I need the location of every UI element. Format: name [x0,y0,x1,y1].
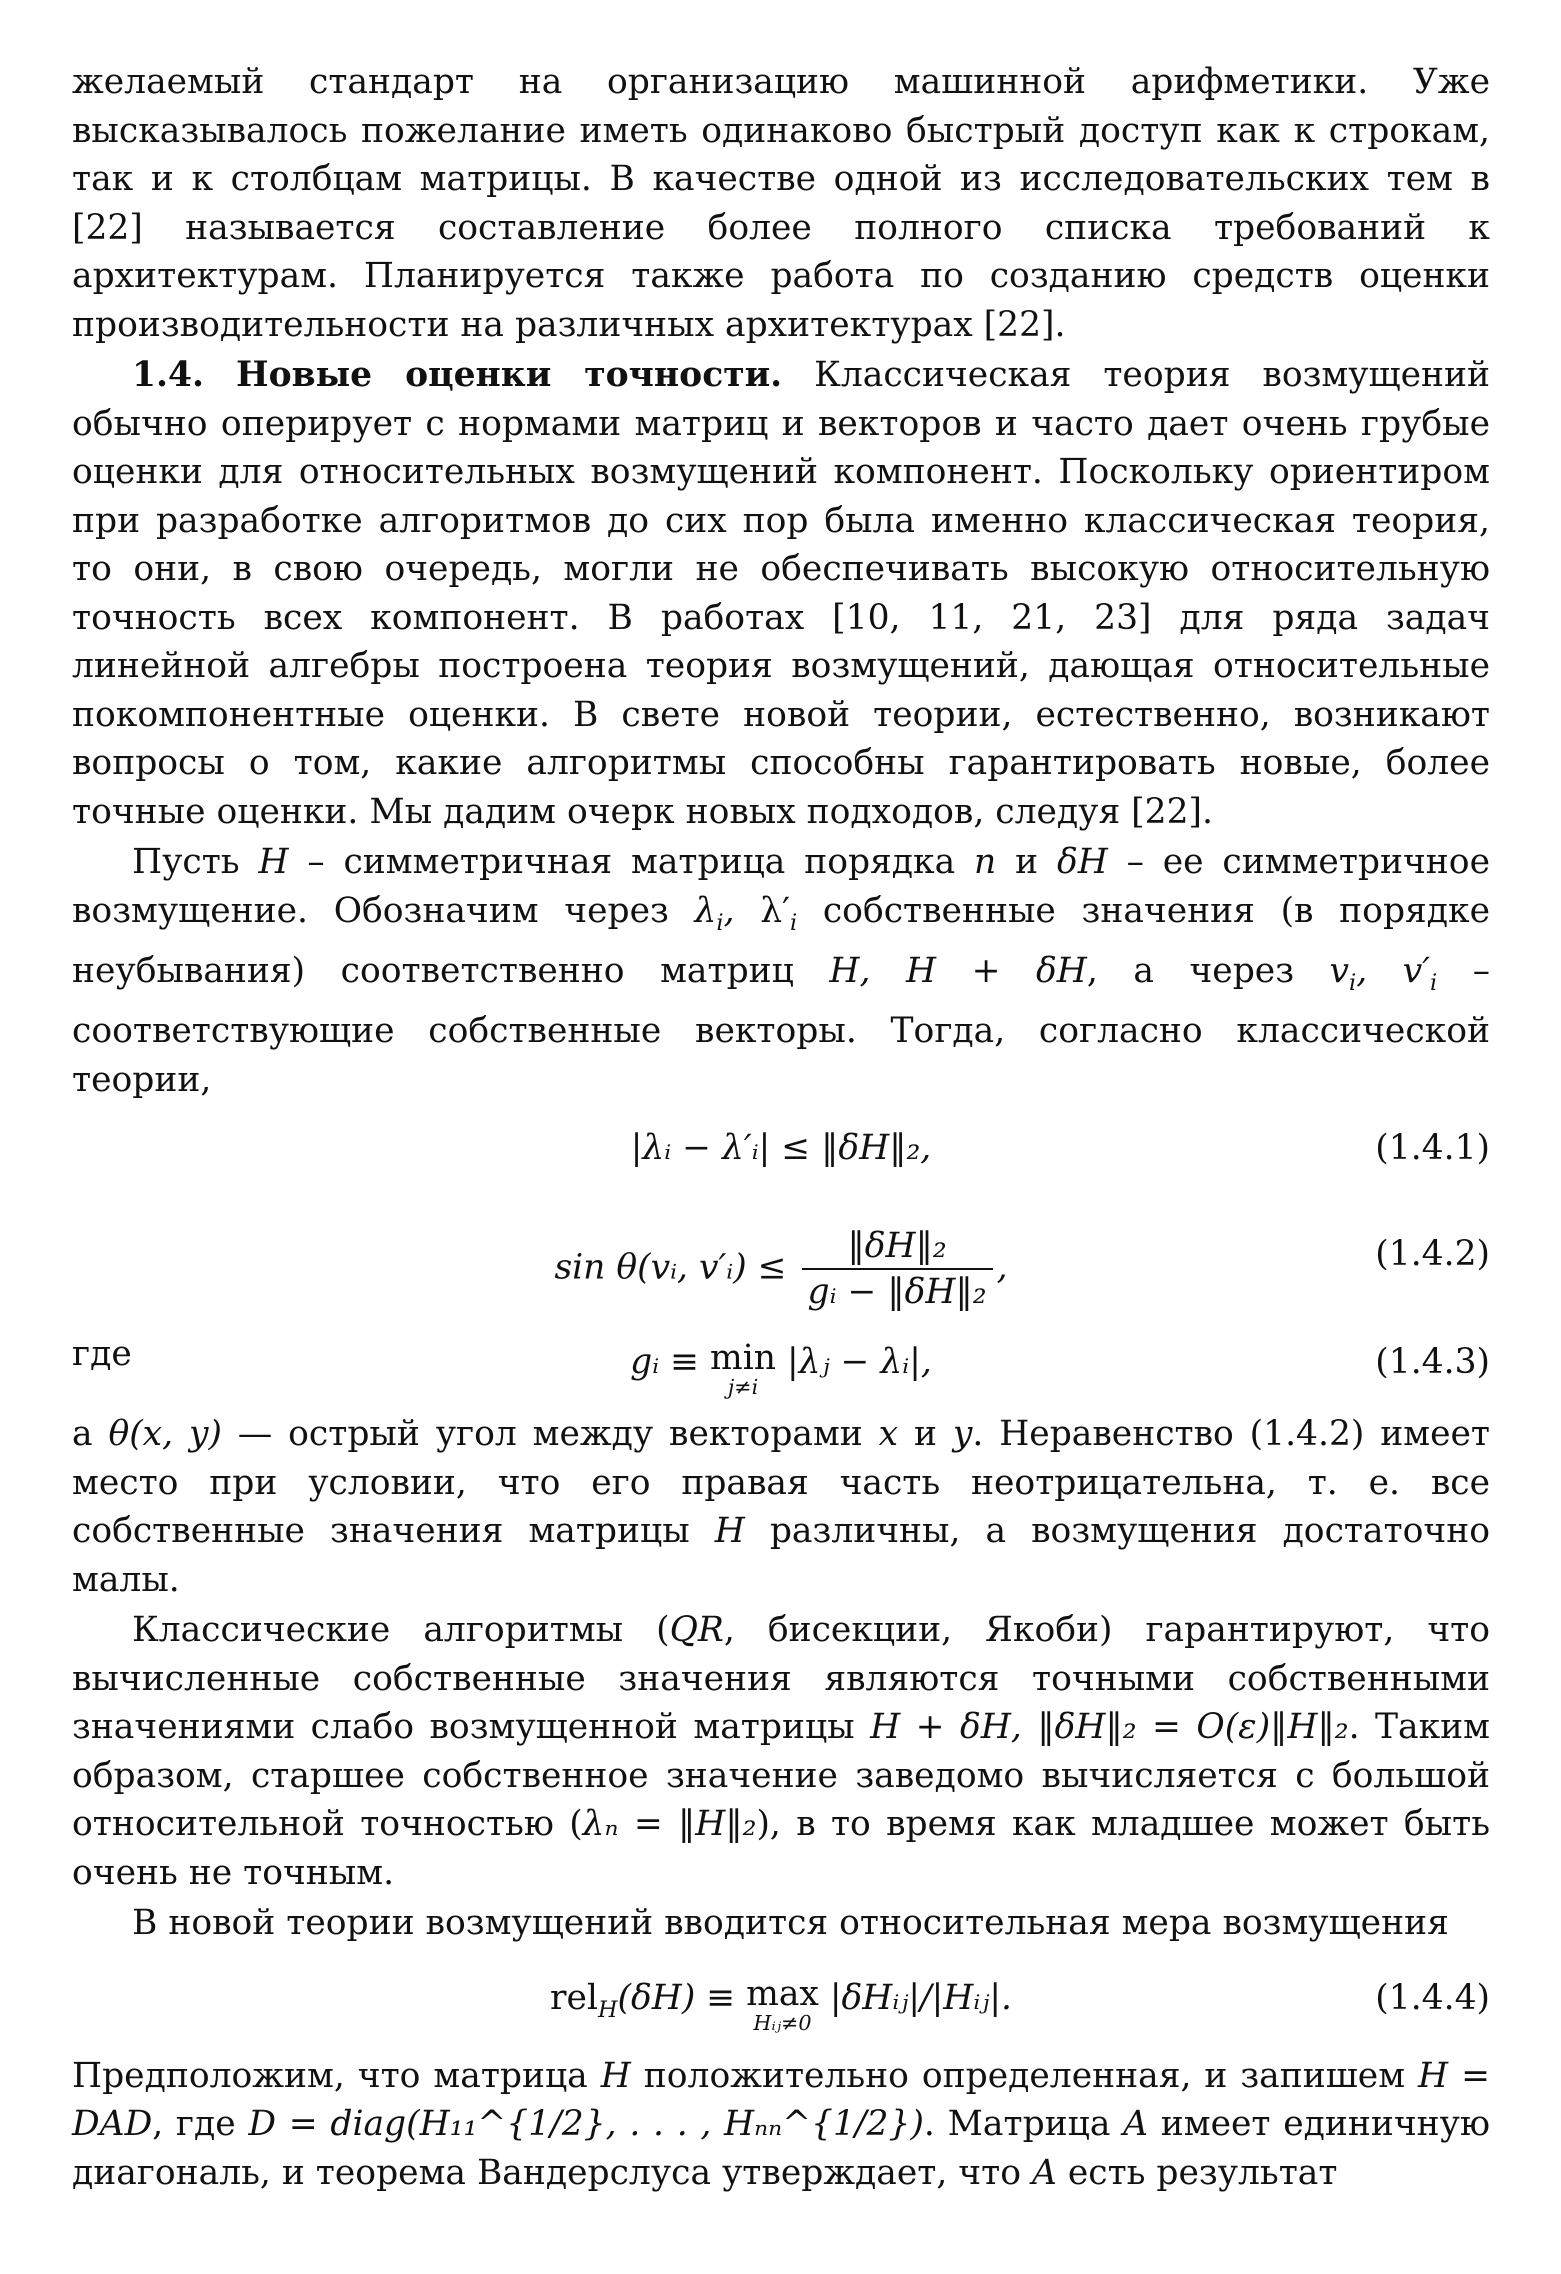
p5-text-3: . Таким образом, старшее собственное значение заведомо вычисляется с большой относительной точностью ( [72,1707,1491,1845]
formula-1-4-3-number: (1.4.3) [1375,1342,1490,1383]
formula-1-4-3-body [72,1338,1490,1400]
rel-subscript: H [597,1996,618,2023]
formula-1-4-2 [72,1196,1490,1314]
section-text: Классическая теория возмущений обычно оперирует с нормами матриц и векторов и часто дает очень грубые оценки для относительных возмущений компонент. Поскольку ориентиром при разработке алгоритмов до сих пор была именно классическая теория, то они, в свою очередь, могли не обеспечивать высокую относительную точность всех компонент. В работах [10, 11, 21, 23] для ряда задач линейной алгебры построена теория возмущений, дающая относительные покомпонентные оценки. В свете новой теории, естественно, возникают вопросы о том, какие алгоритмы способны гарантировать новые, более точные оценки. Мы дадим очерк новых подходов, следуя [22]. [72,355,1491,832]
lambda-symbol: λ [694,890,717,931]
section-number: 1.4. [132,355,205,395]
formula-1-4-1 [72,1120,1490,1180]
p7-math-a-2: A [1031,2152,1057,2193]
rel-operator: rel [550,1977,598,2018]
paragraph-6: В новой теории возмущений вводится относительная мера возмущения [132,1903,1449,1944]
min-operator: min [710,1338,777,1379]
p7-text-3: , где [152,2104,249,2145]
section-1-4 [72,351,1490,836]
p4-text-5: различны, а возмущения достаточно малы. [72,1511,1490,1600]
formula-1-4-3-lhs: gᵢ ≡ [630,1342,700,1383]
formula-1-4-1-body: |λᵢ − λ′ᵢ| ≤ ‖δH‖₂, [630,1128,932,1169]
formula-1-4-4-number: (1.4.4) [1375,1977,1490,2018]
formula-1-4-2-fraction [802,1224,993,1314]
p7-text-4: . Матрица [923,2104,1124,2145]
lambda-subscript: i [716,909,724,936]
paragraph-5 [72,1606,1490,1897]
p5-math-qr: QR [669,1610,724,1651]
v-prime-subscript: i [1430,969,1438,996]
p7-text-2: положительно определенная, и запишем [630,2055,1419,2096]
fraction-numerator: ‖δH‖₂ [802,1224,993,1270]
rel-argument: (δH) ≡ [617,1977,736,2018]
where-label: где [72,1334,132,1375]
min-subscript: j≠i [727,1375,759,1400]
v-symbol: v [1329,950,1350,991]
p4-text-3: и [898,1414,953,1455]
paragraph-1: желаемый стандарт на организацию машинной арифметики. Уже высказывалось пожелание иметь одинаково быстрый доступ как к строкам, так и к столбцам матрицы. В качестве одной из исследовательских тем в [22] называется составление более полного списка требований к архитектурам. Планируется также работа по созданию средств оценки производительности на различных архитектурах [22]. [72,62,1490,345]
p4-math-x: x [878,1414,899,1455]
p5-math-lambda-n: λₙ = ‖H‖₂ [582,1804,757,1845]
max-operator: max [746,1973,819,2014]
p3-text-6: , а через [1086,950,1330,991]
formula-1-4-2-number: (1.4.2) [1375,1234,1490,1275]
formula-1-4-2-body [72,1224,1490,1314]
p5-text-2: , бисекции, Якоби) гарантируют, что вычисленные собственные значения являются точными собственными значениями слабо возмущенной матрицы [72,1610,1490,1748]
p3-text-2: – симметричная матрица порядка [288,842,975,882]
formula-1-4-4-rhs: |δHᵢⱼ|/|Hᵢⱼ|. [829,1977,1012,2018]
paragraph-7 [72,2052,1490,2198]
p4-math-theta: θ(x, y) [108,1414,222,1455]
p3-math-h: H [258,842,289,882]
p7-math-h-dad: H = DAD [72,2055,1490,2145]
paragraph-3 [72,838,1490,1104]
formula-1-4-3-rhs: |λⱼ − λᵢ|, [786,1342,932,1383]
p5-text-1: Классические алгоритмы ( [132,1610,670,1651]
p7-text-6: есть результат [1056,2152,1338,2193]
p4-text-1: а [72,1414,109,1455]
p3-math-h-plus-dh: H, H + δH [829,950,1087,991]
p4-text-2: — острый угол между векторами [221,1414,879,1455]
document-page [72,58,1490,2197]
v-subscript: i [1349,969,1357,996]
p3-math-dh: δH [1056,842,1108,882]
p7-math-h: H [600,2055,631,2096]
formula-1-4-2-lhs: sin θ(vᵢ, v′ᵢ) ≤ [554,1247,787,1288]
p7-text-5: имеет единичную диагональ, и теорема Вандерслуса утверждает, что [72,2104,1490,2193]
p4-math-y: y [952,1414,973,1455]
formula-1-4-4-max [746,1973,819,2035]
formula-1-4-3 [72,1334,1490,1400]
p3-text-4: – ее симметричное возмущение. Обозначим через [72,842,1490,931]
lambda-prime-subscript: i [789,909,798,936]
lambda-prime-symbol: λ′ [760,890,790,931]
p3-text-7: – соответствующие собственные векторы. Тогда, согласно классической теории, [72,950,1490,1100]
p3-math-v: $v_i$, $v'_i$ [1329,950,1438,996]
formula-1-4-4-body [72,1974,1490,2034]
formula-1-4-3-min [710,1338,777,1400]
p3-text-1: Пусть [132,842,259,882]
formula-1-4-2-tail: , [996,1247,1008,1288]
p5-text-4: ), в то время как младшее может быть очень не точным. [72,1804,1491,1893]
p4-math-h: H [714,1511,745,1552]
p7-math-a: A [1123,2104,1149,2145]
p3-text-5: собственные значения (в порядке неубывания) соответственно матриц [72,890,1491,991]
p3-math-lambda: $\lambda_i$, $\lambda'_i$ [694,890,798,936]
p7-math-d-diag: D = diag(H₁₁^{1/2}, . . . , Hₙₙ^{1/2}) [248,2104,924,2145]
paragraph-4 [72,1410,1490,1604]
p5-math-perturbation: H + δH, ‖δH‖₂ = O(ε)‖H‖₂ [870,1707,1349,1748]
p7-text-1: Предположим, что матрица [72,2055,601,2096]
max-subscript: Hᵢⱼ≠0 [753,2010,812,2035]
formula-1-4-4 [72,1970,1490,2035]
section-title: Новые оценки точности. [236,355,783,395]
formula-1-4-1-number: (1.4.1) [1375,1128,1490,1169]
p3-math-n: n [974,842,997,882]
p4-text-4: . Неравенство (1.4.2) имеет место при условии, что его правая часть неотрицательна, т. е. все собственные значения матрицы [72,1414,1490,1552]
fraction-denominator: gᵢ − ‖δH‖₂ [807,1272,987,1313]
p3-text-3: и [996,842,1057,882]
